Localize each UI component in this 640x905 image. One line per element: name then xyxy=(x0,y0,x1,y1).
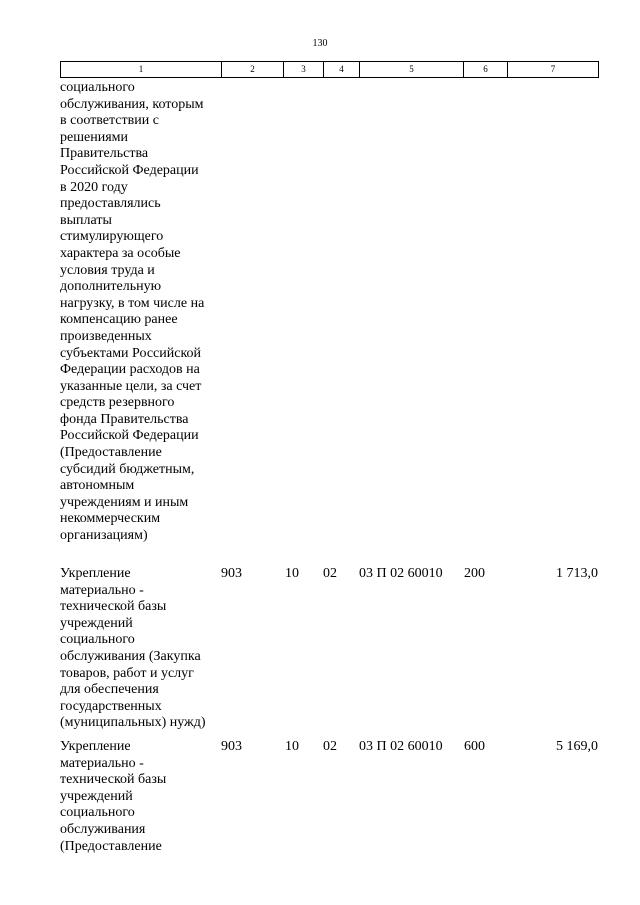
header-col-1: 1 xyxy=(61,62,222,78)
row-subsection: 02 xyxy=(323,739,337,754)
header-col-2: 2 xyxy=(222,62,284,78)
row-section: 10 xyxy=(285,566,299,581)
row-subsection: 02 xyxy=(323,566,337,581)
row-amount: 1 713,0 xyxy=(556,566,598,581)
row-expense-type: 200 xyxy=(464,566,485,581)
header-col-3: 3 xyxy=(284,62,324,78)
header-row xyxy=(61,62,599,78)
column-number-header xyxy=(60,61,599,78)
row-ministry-code: 903 xyxy=(221,566,242,581)
header-col-6: 6 xyxy=(464,62,508,78)
row-name: Укрепление материально - технической базы учреждений социального обслуживания (Закупка товаров, работ и услуг для обеспечения государственных (муниципальных) нужд) xyxy=(60,566,206,731)
page-number: 130 xyxy=(312,38,328,49)
row-target-article: 03 П 02 60010 xyxy=(359,566,443,581)
row-name: социального обслуживания, которым в соответствии с решениями Правительства Российской Федерации в 2020 году предоставлялись выплаты стимулирующего характера за особые условия труда и дополнительную нагрузку, в том числе на компенсацию ранее произведенных субъектами Российской Федерации расходов на указанные цели, за счет средств резервного фонда Правительства Российской Федерации (Предоставление субсидий бюджетным, автономным учреждениям и иным некоммерческим организациям) xyxy=(60,80,205,544)
row-expense-type: 600 xyxy=(464,739,485,754)
row-target-article: 03 П 02 60010 xyxy=(359,739,443,754)
row-section: 10 xyxy=(285,739,299,754)
header-col-5: 5 xyxy=(360,62,464,78)
row-ministry-code: 903 xyxy=(221,739,242,754)
row-name: Укрепление материально - технической базы учреждений социального обслуживания (Предоставление xyxy=(60,739,167,854)
header-col-7: 7 xyxy=(508,62,599,78)
header-col-4: 4 xyxy=(324,62,360,78)
row-amount: 5 169,0 xyxy=(556,739,598,754)
